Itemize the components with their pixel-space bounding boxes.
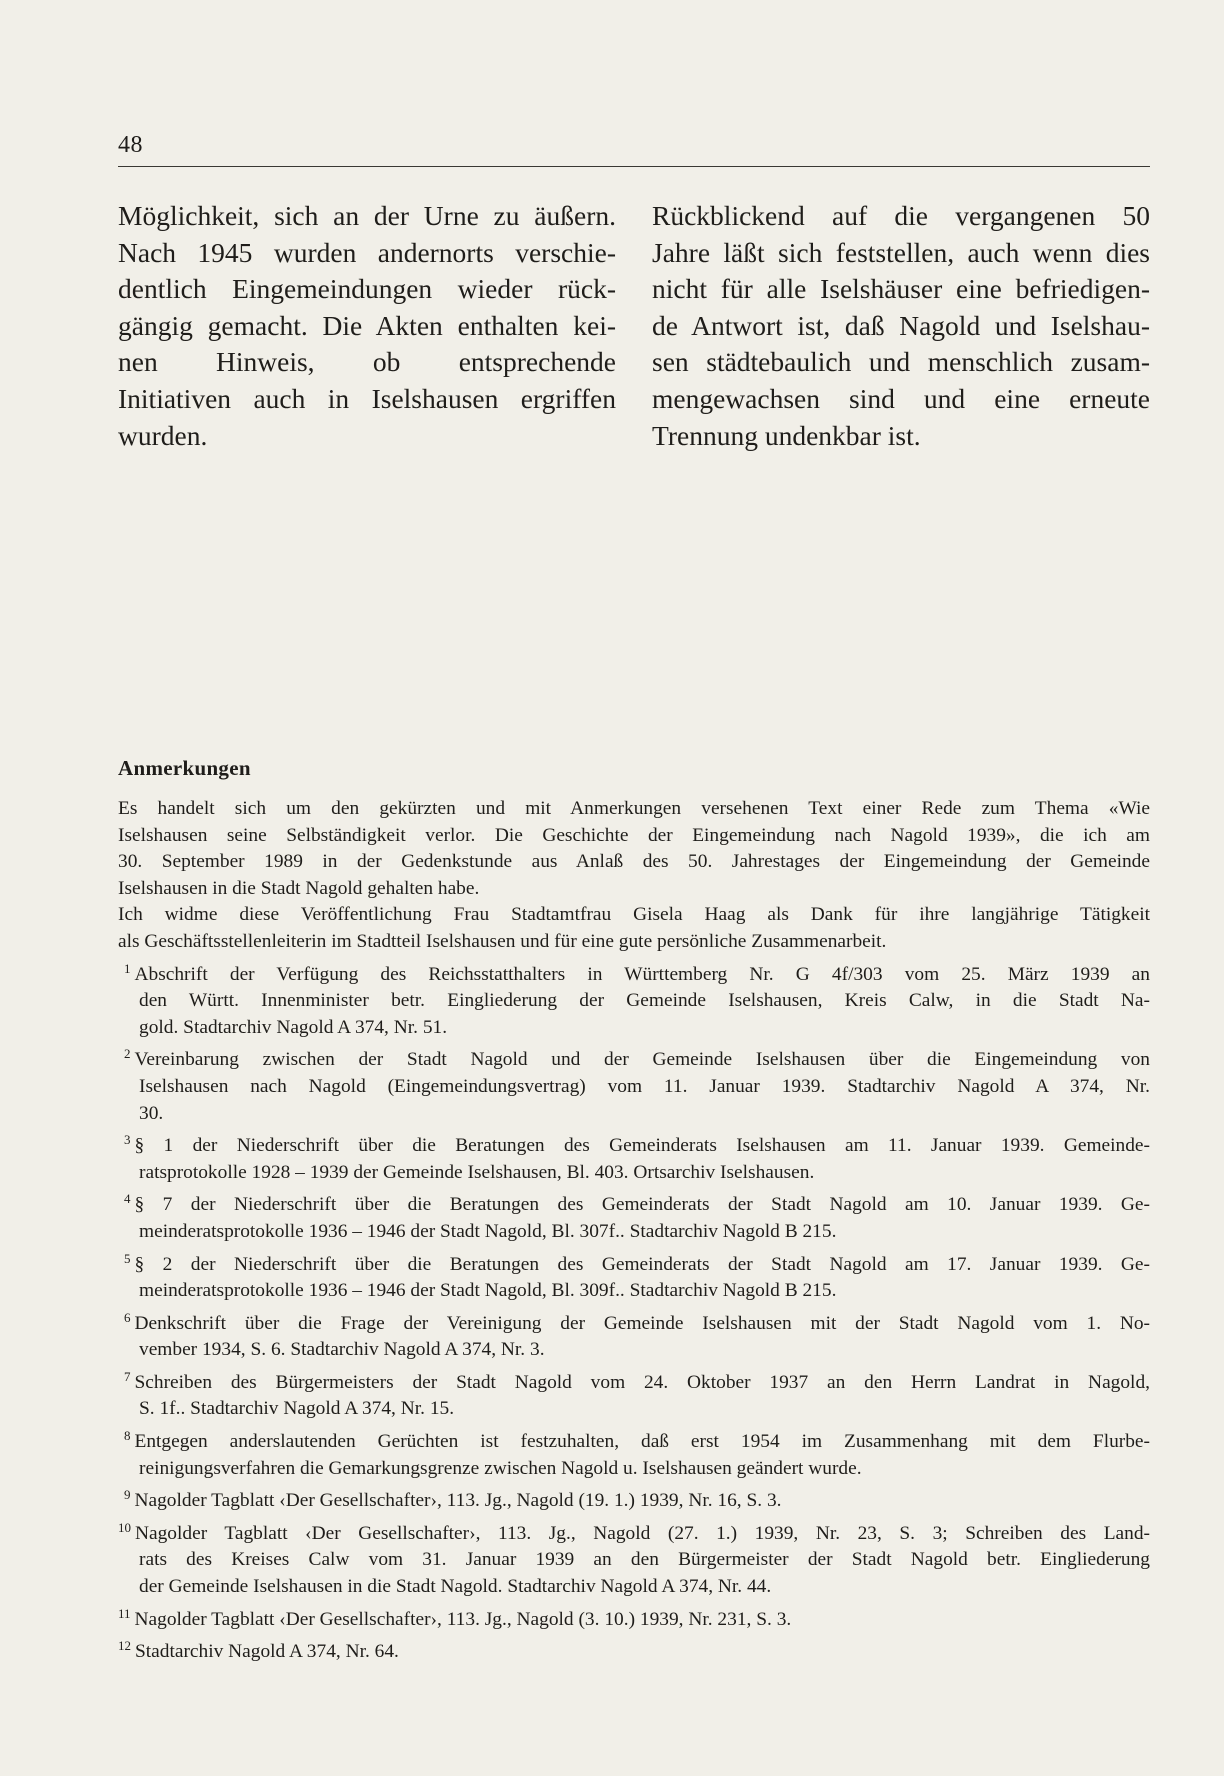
footnote (118, 1305, 1150, 1364)
footnote-marker: 8 (124, 1428, 131, 1444)
text-line: sen städtebaulich und menschlich zusam- (652, 346, 1150, 378)
footnote-line: $^{12}$ Stadtarchiv Nagold A 374, Nr. 64. (118, 1638, 399, 1663)
footnote (118, 1186, 1150, 1245)
footnote-line: $^7$ Schreiben des Bürgermeisters der Stadt Nagold vom 24. Oktober 1937 an den Herrn Landrat in Nagold, (124, 1368, 1150, 1393)
notes-intro-paragraph (118, 796, 1150, 902)
footnote-line: rats des Kreises Calw vom 31. Januar 1939 an den Bürgermeister der Stadt Nagold betr. Eingliederung (139, 1549, 1150, 1571)
footnote-line: Iselshausen nach Nagold (Eingemeindungsvertrag) vom 11. Januar 1939. Stadtarchiv Nagold A 374, Nr. (139, 1075, 1150, 1097)
text-line: mengewachsen sind und eine erneute (652, 382, 1150, 414)
text-line: Trennung undenkbar ist. (652, 419, 921, 451)
left-column (118, 198, 616, 454)
header-rule (118, 166, 1150, 167)
footnote-line: $^{11}$ Nagolder Tagblatt ‹Der Gesellschafter›, 113. Jg., Nagold (3. 10.) 1939, Nr. 231, S. 3. (118, 1605, 792, 1630)
notes-section (118, 796, 1150, 1666)
text-line: Iselshausen seine Selbständigkeit verlor. Die Geschichte der Eingemeindung nach Nagold 1939», die ich am (118, 824, 1150, 846)
footnote-marker: 10 (118, 1519, 131, 1535)
text-line: nen Hinweis, ob entsprechende (118, 346, 616, 378)
footnote-line: der Gemeinde Iselshausen in die Stadt Nagold. Stadtarchiv Nagold A 374, Nr. 44. (139, 1576, 772, 1598)
footnote (118, 1041, 1150, 1127)
page-number: 48 (118, 132, 143, 158)
text-line: Nach 1945 wurden andernorts verschie- (118, 236, 616, 268)
footnote-marker: 5 (124, 1250, 131, 1266)
footnote-marker: 11 (118, 1605, 131, 1621)
text-line: Jahre läßt sich feststellen, auch wenn dies (652, 236, 1150, 268)
footnote-marker: 6 (124, 1309, 131, 1325)
footnote-line: $^{10}$ Nagolder Tagblatt ‹Der Gesellschafter›, 113. Jg., Nagold (27. 1.) 1939, Nr. 23, S. 3; Schreiben des Land- (118, 1519, 1150, 1544)
text-line: Iselshausen in die Stadt Nagold gehalten habe. (118, 877, 480, 899)
text-line: Ich widme diese Veröffentlichung Frau Stadtamtfrau Gisela Haag als Dank für ihre langjährige Tätigkeit (118, 904, 1150, 926)
footnote-line: $^2$ Vereinbarung zwischen der Stadt Nagold und der Gemeinde Iselshausen über die Eingemeindung von (124, 1046, 1150, 1071)
footnote (118, 1482, 1150, 1515)
footnote-line: $^8$ Entgegen anderslautenden Gerüchten ist festzuhalten, daß erst 1954 im Zusammenhang mit dem Flurbe- (124, 1428, 1150, 1453)
footnote-line: meinderatsprotokolle 1936 – 1946 der Stadt Nagold, Bl. 309f.. Stadtarchiv Nagold B 215. (139, 1280, 837, 1302)
text-line: Rückblickend auf die vergangenen 50 (652, 200, 1150, 231)
text-line: Initiativen auch in Iselshausen ergriffen (118, 382, 616, 414)
footnote-line: 30. (139, 1102, 164, 1124)
footnote-line: $^1$ Abschrift der Verfügung des Reichsstatthalters in Württemberg Nr. G 4f/303 vom 25. März 1939 an (124, 960, 1150, 985)
footnote-line: S. 1f.. Stadtarchiv Nagold A 374, Nr. 15. (139, 1398, 455, 1420)
right-column (652, 198, 1150, 454)
footnote (118, 1127, 1150, 1186)
footnote-line: $^3$ § 1 der Niederschrift über die Beratungen des Gemeinderats Iselshausen am 11. Januar 1939. Gemeinde- (124, 1132, 1150, 1157)
text-line: Es handelt sich um den gekürzten und mit Anmerkungen versehenen Text einer Rede zum Thema «Wie (118, 798, 1150, 819)
footnote-marker: 12 (118, 1638, 131, 1654)
footnote-marker: 7 (124, 1368, 131, 1384)
footnote (118, 1423, 1150, 1482)
footnote (118, 1246, 1150, 1305)
footnote (118, 1515, 1150, 1601)
footnote-marker: 2 (124, 1046, 131, 1062)
footnote-line: $^6$ Denkschrift über die Frage der Vereinigung der Gemeinde Iselshausen mit der Stadt Nagold vom 1. No- (124, 1309, 1150, 1334)
footnote-line: $^5$ § 2 der Niederschrift über die Beratungen des Gemeinderats der Stadt Nagold am 17. Januar 1939. Ge- (124, 1250, 1150, 1275)
footnote-line: meinderatsprotokolle 1936 – 1946 der Stadt Nagold, Bl. 307f.. Stadtarchiv Nagold B 215. (139, 1220, 837, 1242)
text-line: de Antwort ist, daß Nagold und Iselshau- (652, 309, 1150, 341)
footnote-line: ratsprotokolle 1928 – 1939 der Gemeinde Iselshausen, Bl. 403. Ortsarchiv Iselshausen. (139, 1161, 815, 1183)
footnote-line: den Württ. Innenminister betr. Eingliederung der Gemeinde Iselshausen, Kreis Calw, in die Stadt Na- (139, 990, 1150, 1012)
footnote (118, 956, 1150, 1042)
notes-heading: Anmerkungen (118, 756, 251, 780)
notes-dedication-paragraph (118, 902, 1150, 955)
text-line: dentlich Eingemeindungen wieder rück- (118, 273, 616, 305)
footnote-marker: 1 (124, 960, 131, 976)
footnote (118, 1364, 1150, 1423)
text-line: 30. September 1989 in der Gedenkstunde aus Anlaß des 50. Jahrestages der Eingemeindung der Gemeinde (118, 851, 1150, 873)
footnote-line: reinigungsverfahren die Gemarkungsgrenze zwischen Nagold u. Iselshausen geändert wurde. (139, 1457, 862, 1479)
text-line: wurden. (118, 419, 208, 451)
footnote-marker: 9 (124, 1487, 131, 1503)
text-line: Möglichkeit, sich an der Urne zu äußern. (118, 200, 616, 231)
text-line: nicht für alle Iselshäuser eine befriedigen- (652, 273, 1150, 305)
footnote-marker: 3 (124, 1132, 131, 1148)
footnote (118, 1633, 1150, 1666)
footnote-line: $^4$ § 7 der Niederschrift über die Beratungen des Gemeinderats der Stadt Nagold am 10. Januar 1939. Ge- (124, 1191, 1150, 1216)
footnote-marker: 4 (124, 1191, 131, 1207)
footnote-line: vember 1934, S. 6. Stadtarchiv Nagold A 374, Nr. 3. (139, 1339, 545, 1361)
text-line: gängig gemacht. Die Akten enthalten kei- (118, 309, 616, 341)
footnote-line: gold. Stadtarchiv Nagold A 374, Nr. 51. (139, 1016, 448, 1038)
footnote (118, 1601, 1150, 1634)
footnote-line: $^9$ Nagolder Tagblatt ‹Der Gesellschafter›, 113. Jg., Nagold (19. 1.) 1939, Nr. 16, S. 3. (124, 1487, 782, 1512)
text-line: als Geschäftsstellenleiterin im Stadtteil Iselshausen und für eine gute persönliche Zusammenarbeit. (118, 930, 887, 952)
footnotes-list (118, 956, 1150, 1666)
